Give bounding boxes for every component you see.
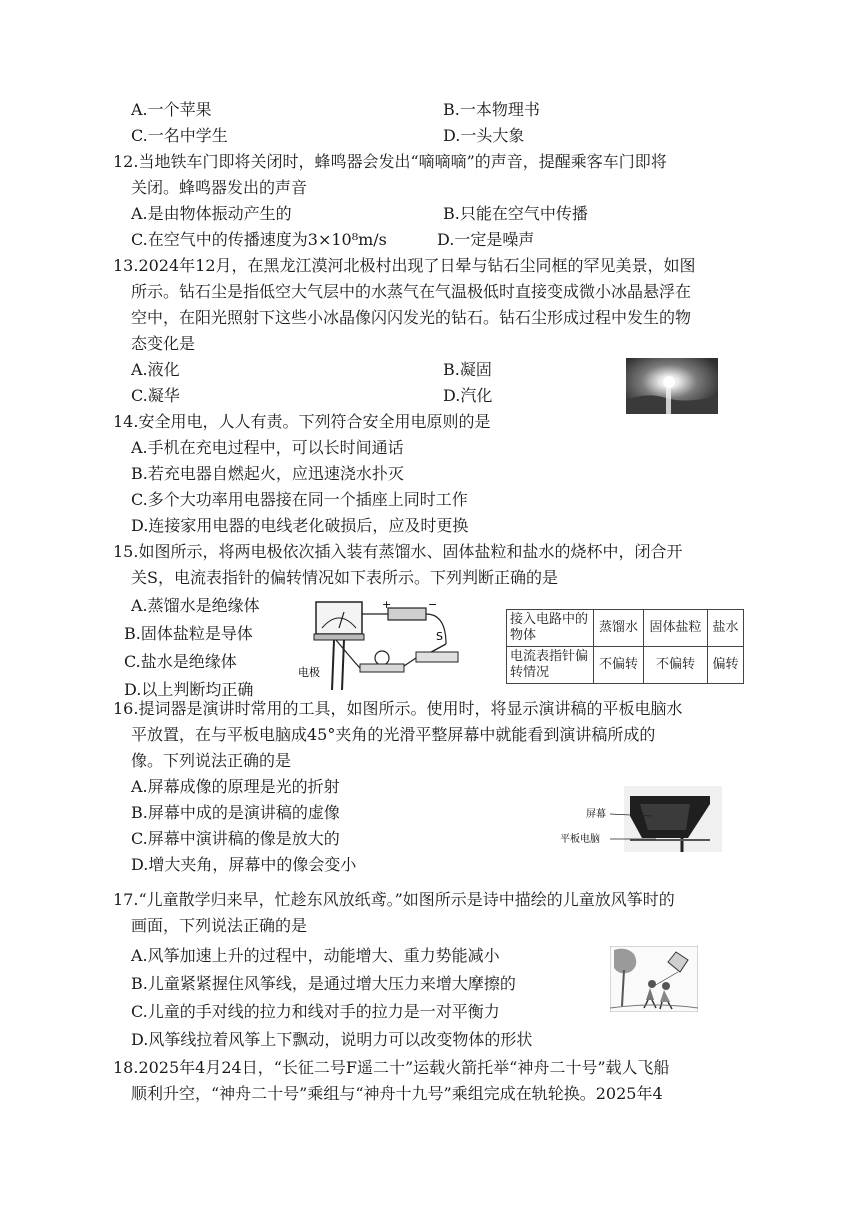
table-cell: 盐水 — [708, 610, 744, 647]
q17-option-c: C.儿童的手对线的拉力和线对手的拉力是一对平衡力 — [131, 1002, 500, 1021]
kite-flying-picture — [610, 946, 698, 1012]
q13-option-b: B.凝固 — [443, 360, 492, 379]
q16-stem-line: 16.提词器是演讲时常用的工具，如图所示。使用时，将显示演讲稿的平板电脑水 — [113, 699, 683, 718]
q17-stem-line: 17.“儿童散学归来早，忙趁东风放纸鸢。”如图所示是诗中描绘的儿童放风筝时的 — [113, 890, 675, 909]
circuit-diagram — [296, 594, 471, 694]
q16-option-c: C.屏幕中演讲稿的像是放大的 — [131, 829, 340, 848]
q15-option-a: A.蒸馏水是绝缘体 — [131, 596, 260, 615]
q16-option-a: A.屏幕成像的原理是光的折射 — [131, 777, 340, 796]
q16-option-b: B.屏幕中成的是演讲稿的虚像 — [131, 803, 340, 822]
q15-option-c: C.盐水是绝缘体 — [124, 652, 237, 671]
q15-option-b: B.固体盐粒是导体 — [124, 624, 253, 643]
q12-stem-line: 关闭。蜂鸣器发出的声音 — [131, 178, 308, 197]
table-cell: 固体盐粒 — [644, 610, 708, 647]
q15-option-d: D.以上判断均正确 — [124, 680, 254, 699]
q13-stem-line: 态变化是 — [131, 334, 196, 353]
q12-option-b: B.只能在空气中传播 — [443, 204, 588, 223]
q15-stem-line: 关S，电流表指针的偏转情况如下表所示。下列判断正确的是 — [131, 568, 558, 587]
q17-option-b: B.儿童紧紧握住风筝线，是通过增大压力来增大摩擦的 — [131, 974, 516, 993]
q12-option-a: A.是由物体振动产生的 — [131, 204, 292, 223]
table-row — [507, 610, 744, 647]
switch-label: S — [436, 630, 443, 643]
electrode-label: 电极 — [298, 666, 320, 679]
q11-option-b: B.一本物理书 — [443, 100, 540, 119]
screen-label: 屏幕 — [586, 809, 606, 820]
q14-option-b: B.若充电器自燃起火，应迅速浇水扑灭 — [131, 464, 404, 483]
table-cell: 不偏转 — [644, 647, 708, 684]
q15-stem-line: 15.如图所示，将两电极依次插入装有蒸馏水、固体盐粒和盐水的烧杯中，闭合开 — [113, 542, 683, 561]
q13-stem-line: 所示。钻石尘是指低空大气层中的水蒸气在气温极低时直接变成微小冰晶悬浮在 — [131, 282, 692, 301]
q12-option-d: D.一定是噪声 — [437, 230, 535, 249]
q16-option-d: D.增大夹角，屏幕中的像会变小 — [131, 855, 357, 874]
q13-option-a: A.液化 — [131, 360, 180, 379]
battery-plus-label: + — [382, 598, 392, 611]
q12-stem-line: 12.当地铁车门即将关闭时，蜂鸣器会发出“嘀嘀嘀”的声音，提醒乘客车门即将 — [113, 152, 667, 171]
q14-option-d: D.连接家用电器的电线老化破损后，应及时更换 — [131, 516, 469, 535]
table-row — [507, 647, 744, 684]
table-cell: 偏转 — [708, 647, 744, 684]
q16-stem-line: 平放置，在与平板电脑成45°夹角的光滑平整屏幕中就能看到演讲稿所成的 — [131, 725, 656, 744]
q14-option-c: C.多个大功率用电器接在同一个插座上同时工作 — [131, 490, 468, 509]
q17-option-a: A.风筝加速上升的过程中，动能增大、重力势能减小 — [131, 946, 500, 965]
q13-stem-line: 空中，在阳光照射下这些小冰晶像闪闪发光的钻石。钻石尘形成过程中发生的物 — [131, 308, 692, 327]
teleprompter-figure — [560, 786, 722, 852]
tablet-label: 平板电脑 — [560, 834, 600, 845]
q11-option-d: D.一头大象 — [443, 126, 525, 145]
q14-stem-line: 14.安全用电，人人有责。下列符合安全用电原则的是 — [113, 412, 491, 431]
q17-option-d: D.风筝线拉着风筝上下飘动，说明力可以改变物体的形状 — [131, 1030, 533, 1049]
q14-option-a: A.手机在充电过程中，可以长时间通话 — [131, 438, 404, 457]
battery-minus-label: − — [428, 598, 438, 611]
q13-stem-line: 13.2024年12月，在黑龙江漠河北极村出现了日晕与钻石尘同框的罕见美景，如图 — [113, 256, 696, 275]
table-cell: 不偏转 — [594, 647, 644, 684]
q11-option-c: C.一名中学生 — [131, 126, 228, 145]
q16-stem-line: 像。下列说法正确的是 — [131, 751, 292, 770]
q12-option-c: C.在空气中的传播速度为3×10⁸m/s — [131, 230, 387, 249]
q17-stem-line: 画面，下列说法正确的是 — [131, 916, 308, 935]
diamond-dust-photo — [626, 358, 718, 414]
table-cell: 蒸馏水 — [594, 610, 644, 647]
table-cell: 电流表指针偏转情况 — [507, 647, 594, 684]
q13-option-c: C.凝华 — [131, 386, 180, 405]
q13-option-d: D.汽化 — [443, 386, 493, 405]
q18-stem-line: 18.2025年4月24日，“长征二号F遥二十”运载火箭托举“神舟二十号”载人飞船 — [113, 1058, 670, 1077]
q18-stem-line: 顺利升空，“神舟二十号”乘组与“神舟十九号”乘组完成在轨轮换。2025年4 — [131, 1084, 663, 1103]
current-deflection-table — [506, 609, 744, 684]
q11-option-a: A.一个苹果 — [131, 100, 212, 119]
table-cell: 接入电路中的物体 — [507, 610, 594, 647]
